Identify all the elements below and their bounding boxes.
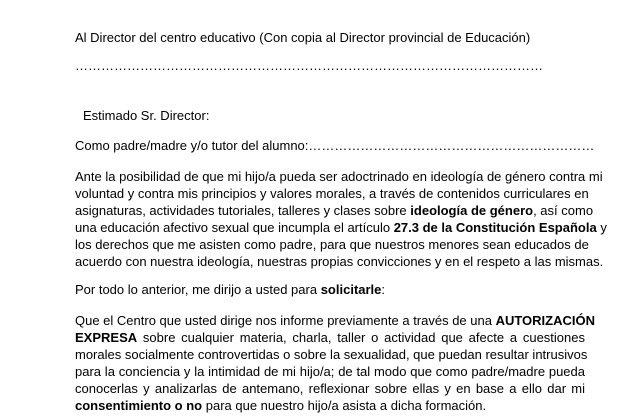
request-line: [75, 282, 385, 297]
paragraph-line: acuerdo con nuestra ideología, nuestras propias convicciones y en el respeto a las mismas.: [75, 254, 604, 269]
text-segment: , así como: [533, 203, 594, 218]
paragraph-concern: [75, 168, 607, 270]
bold-consent: consentimiento o no: [75, 398, 203, 413]
paragraph-line: [75, 202, 594, 219]
text-segment: sobre cualquier materia, charla, taller o actividad que afecte a cuestiones: [137, 330, 585, 345]
paragraph-line: los derechos que me asisten como padre, para que nuestros menores sean educados de: [75, 237, 589, 252]
text-segment: y: [596, 220, 607, 235]
paragraph-line: [75, 397, 585, 414]
text-segment: Por todo lo anterior, me dirijo a usted para: [75, 282, 321, 297]
paragraph-line: conocerlas y analizarlas de antemano, reflexionar sobre ellas y en base a ello dar mi: [75, 381, 585, 396]
text-segment: asignaturas, actividades tutoriales, talleres y clases sobre: [75, 203, 411, 218]
paragraph-line: [75, 312, 596, 329]
text-segment: una educación afectivo sexual que incumpla el artículo: [75, 220, 394, 235]
bold-constitution-article: 27.3 de la Constitución Española: [393, 220, 597, 235]
greeting: Estimado Sr. Director:: [83, 108, 210, 123]
bold-express: EXPRESA: [75, 330, 138, 345]
bold-request-word: solicitarle: [320, 282, 382, 297]
text-segment: para que nuestro hijo/a asista a dicha formación.: [202, 398, 487, 413]
text-segment: :: [381, 282, 386, 297]
paragraph-line: [75, 219, 607, 236]
bold-term-gender-ideology: ideología de género: [410, 203, 534, 218]
tutor-line: [75, 138, 594, 153]
paragraph-line: para la conciencia y la intimidad de mi hijo/a; de tal modo que como padre/madre pueda: [75, 364, 585, 379]
paragraph-request: [75, 312, 596, 414]
tutor-dots: …………………………………………………………: [308, 138, 595, 153]
bold-authorization: AUTORIZACIÓN: [495, 313, 596, 328]
paragraph-line: Ante la posibilidad de que mi hijo/a pueda ser adoctrinado en ideología de género contra mi: [75, 169, 603, 184]
paragraph-line: voluntad y contra mis principios y valores morales, a través de contenidos curriculares en: [75, 186, 589, 201]
paragraph-line: [75, 329, 585, 346]
tutor-label: Como padre/madre y/o tutor del alumno:: [75, 138, 309, 153]
text-segment: Que el Centro que usted dirige nos informe previamente a través de una: [75, 313, 496, 328]
paragraph-line: morales socialmente controvertidas o sobre la sexualidad, que puedan resultar intrusivos: [75, 347, 588, 362]
addressee-line: Al Director del centro educativo (Con copia al Director provincial de Educación): [75, 30, 531, 45]
addressee-dotted-line: ………………………………………………………………………………………………: [75, 58, 543, 73]
